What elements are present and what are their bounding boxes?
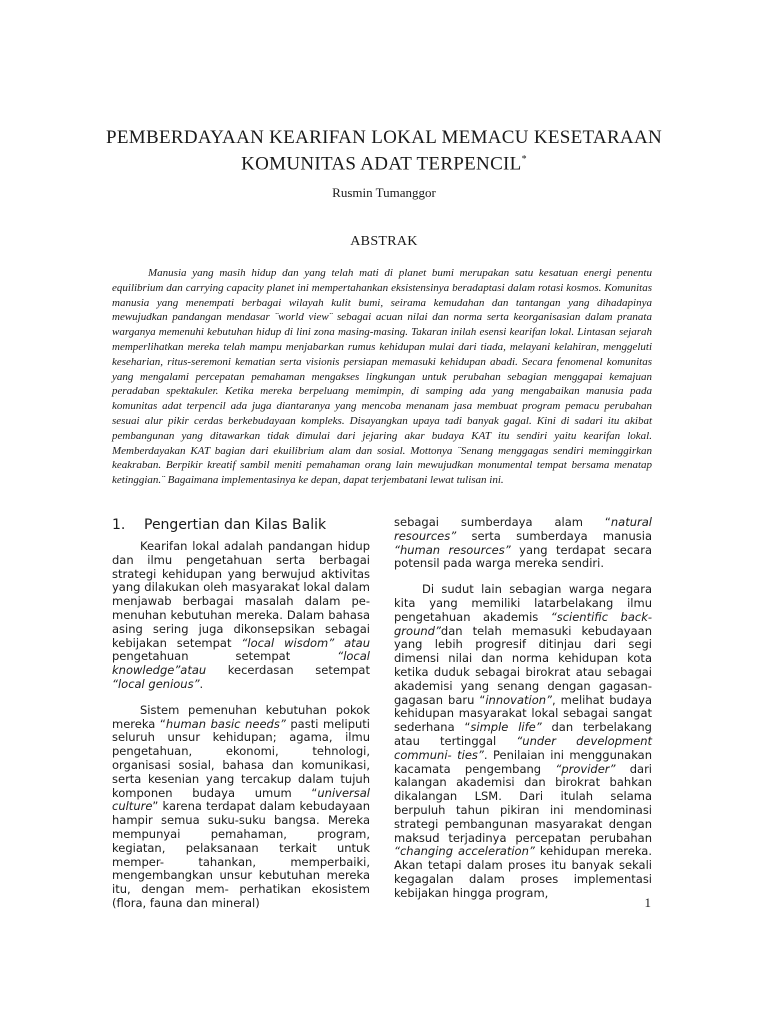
italic-term: “scientific back- ground” [394, 609, 652, 638]
text-run: Kearifan lokal adalah pandangan hidup dan ilmu pengetahuan serta berbagai strategi kehidupan yang berwujud aktivitas yang dilakukan oleh masyarakat lokal dalam menjawab berbagai masalah dalam pe- menuhan kebutuhan mereka. Dalam bahasa asing sering juga dikonsepsikan sebagai kebijakan setempat [112, 539, 370, 650]
section-heading [112, 516, 370, 534]
italic-term: “provider” [555, 761, 616, 776]
left-paragraph-2 [112, 704, 370, 911]
title-footnote-mark: * [521, 154, 527, 165]
text-run: ” karena terdapat dalam kebudayaan hampir semua suku-suku bangsa. Mereka mempunyai pemahaman, program, kegiatan, pelaksanaan terkait untuk memper- tahankan, memperbaiki, mengembangkan unsur kebutuhan mereka itu, dengan mem- perhatikan ekosistem (flora, fauna dan mineral) [112, 799, 370, 910]
italic-term: simple life” [470, 720, 542, 735]
title-line-2-text: KOMUNITAS ADAT TERPENCIL [241, 153, 522, 175]
left-paragraph-1 [112, 540, 370, 692]
section-number: 1. [112, 517, 126, 533]
left-column [112, 516, 370, 923]
abstract-text: Manusia yang masih hidup dan yang telah mati di planet bumi merupakan satu kesatuan energi penentu equilibrium dan carrying capacity planet ini mempertahankan eksistensinya beradaptasi dalam rotasi kosmos. Komunitas manusia yang menempati berbagai wilayah kulit bumi, seirama kemudahan dan tantangan yang dihadapinya mewujudkan pandangan mendasar ¨world view¨ sebagai acuan nilai dan norma serta keorganisasian dalam pranata warganya memenuhi kebutuhan hidup di lini zona masing-masing. Takaran inilah esensi kearifan lokal. Lintasan sejarah memperlihatkan mereka telah mampu menjabarkan rumus kehidupan mulai dari tiada, melayani kelahiran, menggeluti keseharian, ritus-seremoni kematian serta visionis persiapan memasuki kehidupan abadi. Secara fenomenal komunitas yang mengalami percepatan pemahaman mengakses lingkungan untuk perubahan sebagian menggapai kemajuan peradaban spektakuler. Ketika mereka berpeluang memimpin, di samping ada yang mengabaikan manusia pada komunitas adat terpencil ada juga diantaranya yang mencoba menanam jasa membuat program pemacu perubahan sesuai alur pikir cerdas berkebudayaan kompleks. Disayangkan upaya tadi banyak gagal. Kini di sadari itu akibat pembangunan yang ditawarkan tidak dimulai dari jejaring akar budaya KAT itu sendiri yaitu kearifan lokal. Memberdayakan KAT bagian dari ekuilibrium alam dan sosial. Mottonya ¨Senang menggagas sendiri meminggirkan keakraban. Berpikir kreatif sambil meniti pemahaman orang lain mewujudkan monumental tempat bersama menatap ketinggian.¨ Bagaimana implementasinya ke depan, dapat terjembatani lewat tulisan ini. [112, 267, 652, 487]
italic-term: universal culture [112, 785, 370, 814]
title-line-2 [90, 149, 678, 175]
italic-term: natural resources” [394, 515, 652, 543]
right-paragraph-1 [394, 516, 652, 571]
text-run: pengetahuan setempat [112, 649, 338, 664]
text-run: dan telah memasuki kebudayaan yang lebih progresif ditinjau dari segi dimensi nilai dan norma kehidupan kota ketika duduk sebagai birokrat atau sebagai akademisi yang senang dengan gagasan- gagasan baru “ [394, 623, 652, 707]
text-run: Di sudut lain sebagian warga negara kita yang memiliki latarbelakang ilmu pengetahuan akademis [394, 582, 652, 624]
title-line-1: PEMBERDAYAAN KEARIFAN LOKAL MEMACU KESETARAAN [106, 127, 662, 148]
italic-term: “local genious” [112, 676, 200, 691]
text-run: kecerdasan setempat [206, 663, 370, 678]
text-run: dari kalangan akademisi dan birokrat bahkan dikalangan LSM. Dari itulah selama berpuluh tahun pikiran ini mendominasi strategi pembangunan masyarakat dengan maksud terjadinya percepatan perubahan [394, 761, 652, 845]
text-run: kehidupan mereka. Akan tetapi dalam proses itu banyak sekali kegagalan dalam proses implementasi kebijakan hingga program, [394, 844, 652, 900]
right-column [394, 516, 652, 913]
abstract-heading: ABSTRAK [350, 234, 418, 249]
italic-term: innovation” [485, 692, 553, 707]
text-run: , melihat budaya kehidupan masyarakat lokal sebagai sangat sederhana “ [394, 692, 652, 735]
text-run: sebagai sumberdaya alam “ [394, 515, 611, 529]
text-run: . Penilaian ini menggunakan kacamata pengembang [394, 747, 652, 776]
italic-term: human basic needs” [165, 716, 286, 731]
italic-term: “changing acceleration” [394, 844, 535, 859]
text-run: dan terbelakang atau tertinggal [394, 720, 652, 748]
italic-term: “local knowledge”atau [112, 649, 370, 678]
italic-term: “under development communi- ties” [394, 733, 652, 762]
text-run: pasti meliputi seluruh unsur kehidupan; agama, ilmu pengetahuan, ekonomi, tehnologi, organisasi sosial, bahasa dan komunikasi, serta kesenian yang tercakup dalam tujuh komponen budaya umum “ [112, 716, 370, 800]
right-paragraph-2 [394, 583, 652, 900]
page-number: 1 [644, 895, 651, 910]
text-run: Sistem pemenuhan kebutuhan pokok mereka “ [112, 702, 370, 731]
text-run: serta sumberdaya manusia [456, 528, 652, 543]
italic-term: “local wisdom” atau [241, 635, 370, 650]
text-run: . [199, 676, 204, 691]
section-title: Pengertian dan Kilas Balik [144, 517, 327, 533]
italic-term: “human resources” [394, 542, 511, 557]
text-run: yang terdapat secara potensil pada warga mereka sendiri. [394, 542, 652, 571]
author-name: Rusmin Tumanggor [332, 185, 436, 200]
paper-title [90, 127, 678, 175]
